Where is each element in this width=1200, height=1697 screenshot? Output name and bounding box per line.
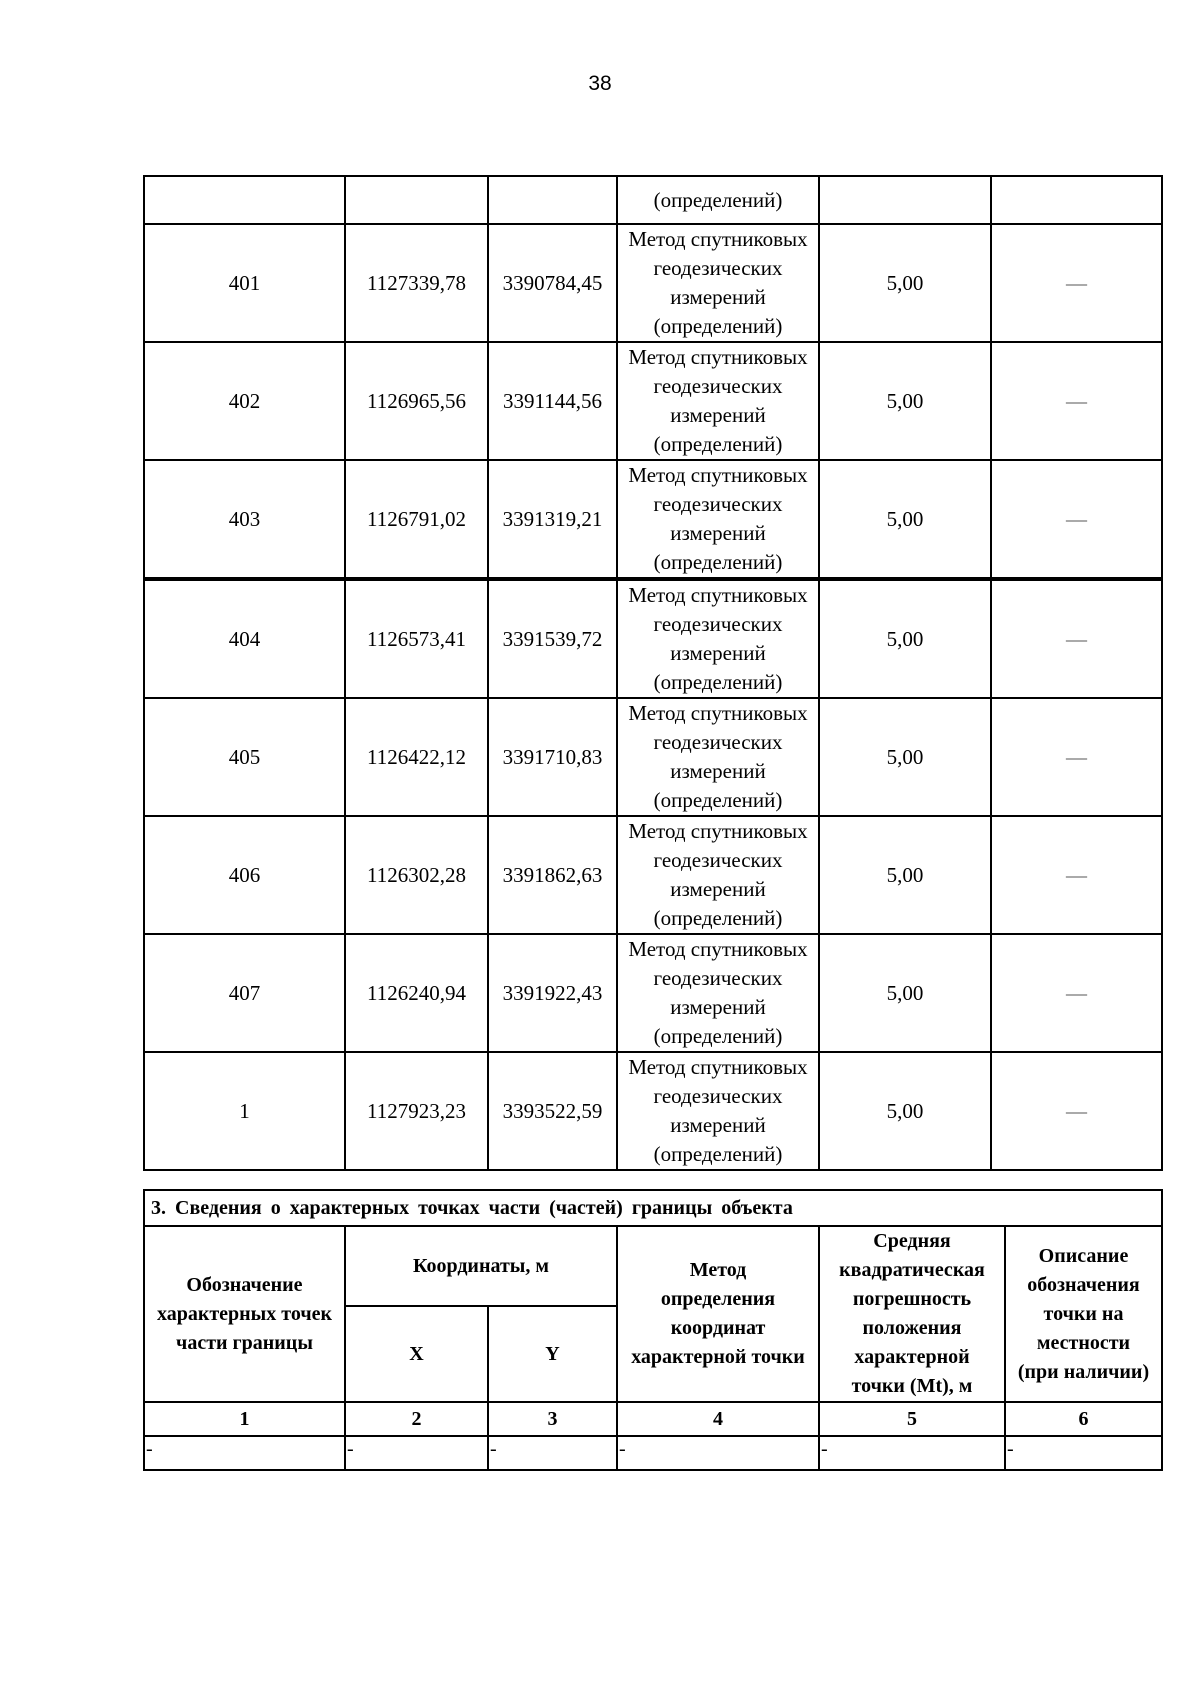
cell-point-id: 1	[144, 1052, 345, 1170]
header-error	[819, 1226, 1005, 1402]
method-line: Метод спутниковых	[628, 583, 808, 607]
cell-description: —	[991, 224, 1162, 342]
cell-method	[617, 934, 819, 1052]
method-line: (определений)	[653, 432, 783, 456]
header-line: точки на	[1043, 1302, 1124, 1325]
column-numbers-row	[144, 1402, 1162, 1436]
table-row	[144, 224, 1162, 342]
method-line: измерений	[670, 403, 766, 427]
method-line: (определений)	[653, 670, 783, 694]
method-line: (определений)	[653, 906, 783, 930]
method-line: измерений	[670, 285, 766, 309]
header-designation	[144, 1226, 345, 1402]
method-line: измерений	[670, 759, 766, 783]
cell-error: 5,00	[819, 460, 991, 579]
cell-method	[617, 224, 819, 342]
method-line: геодезических	[653, 374, 783, 398]
cell-error: 5,00	[819, 698, 991, 816]
cell-point-id: 404	[144, 579, 345, 698]
method-line: геодезических	[653, 492, 783, 516]
cell-method	[617, 1052, 819, 1170]
header-line: положения	[862, 1317, 962, 1339]
cell-error: 5,00	[819, 816, 991, 934]
table-row	[144, 1052, 1162, 1170]
cell-y: 3391319,21	[488, 460, 617, 579]
column-number: 1	[144, 1402, 345, 1436]
cell-description: —	[991, 1052, 1162, 1170]
cell-x: 1126573,41	[345, 579, 488, 698]
method-line: Метод спутниковых	[628, 701, 808, 725]
method-line: Метод спутниковых	[628, 1055, 808, 1079]
table-row	[144, 460, 1162, 579]
cell-y: 3391144,56	[488, 342, 617, 460]
method-line: Метод спутниковых	[628, 227, 808, 251]
cell-empty	[991, 176, 1162, 224]
empty-cell: -	[144, 1436, 345, 1470]
empty-data-row	[144, 1436, 1162, 1470]
method-line: геодезических	[653, 1084, 783, 1108]
cell-error: 5,00	[819, 224, 991, 342]
header-line: местности	[1036, 1331, 1131, 1354]
header-line: (при наличии)	[1017, 1360, 1150, 1383]
cell-description: —	[991, 698, 1162, 816]
header-line: квадратическая	[839, 1259, 985, 1281]
method-line: измерений	[670, 877, 766, 901]
cell-y: 3391539,72	[488, 579, 617, 698]
cell-empty	[345, 176, 488, 224]
cell-x: 1126965,56	[345, 342, 488, 460]
cell-y: 3393522,59	[488, 1052, 617, 1170]
cell-empty	[144, 176, 345, 224]
column-number: 6	[1005, 1402, 1162, 1436]
header-line: характерных точек	[156, 1302, 333, 1325]
header-coordinates: Координаты, м	[345, 1226, 617, 1306]
cell-x: 1126422,12	[345, 698, 488, 816]
cell-x: 1127339,78	[345, 224, 488, 342]
method-line: геодезических	[653, 966, 783, 990]
cell-y: 3391922,43	[488, 934, 617, 1052]
column-number: 4	[617, 1402, 819, 1436]
method-line: геодезических	[653, 848, 783, 872]
method-line: Метод спутниковых	[628, 345, 808, 369]
header-line: части границы	[176, 1331, 313, 1354]
header-row	[144, 1226, 1162, 1306]
cell-description: —	[991, 934, 1162, 1052]
method-line: измерений	[670, 521, 766, 545]
method-line: (определений)	[653, 314, 783, 338]
header-line: обозначения	[1027, 1273, 1140, 1296]
cell-method	[617, 342, 819, 460]
cell-point-id: 401	[144, 224, 345, 342]
method-line: (определений)	[653, 788, 783, 812]
header-line: характерной точки	[631, 1346, 805, 1368]
method-line: (определений)	[653, 1142, 783, 1166]
page-number: 38	[588, 72, 612, 95]
cell-x: 1127923,23	[345, 1052, 488, 1170]
cell-point-id: 407	[144, 934, 345, 1052]
table-row	[144, 698, 1162, 816]
table-row	[144, 934, 1162, 1052]
table-row	[144, 816, 1162, 934]
method-line: измерений	[670, 1113, 766, 1137]
method-line: (определений)	[653, 550, 783, 574]
cell-point-id: 406	[144, 816, 345, 934]
table-row	[144, 342, 1162, 460]
continuation-row	[144, 176, 1162, 224]
cell-method: (определений)	[617, 176, 819, 224]
method-line: геодезических	[653, 730, 783, 754]
method-line: (определений)	[653, 1024, 783, 1048]
cell-description: —	[991, 460, 1162, 579]
cell-empty	[488, 176, 617, 224]
cell-method	[617, 698, 819, 816]
part-boundary-table	[143, 1189, 1163, 1471]
method-line: измерений	[670, 995, 766, 1019]
header-line: координат	[670, 1317, 766, 1339]
header-line: точки (Mt), м	[851, 1375, 973, 1397]
cell-method	[617, 816, 819, 934]
cell-point-id: 403	[144, 460, 345, 579]
cell-y: 3390784,45	[488, 224, 617, 342]
cell-description: —	[991, 342, 1162, 460]
cell-x: 1126302,28	[345, 816, 488, 934]
cell-y: 3391710,83	[488, 698, 617, 816]
empty-cell: -	[819, 1436, 1005, 1470]
section-title-row	[144, 1190, 1162, 1226]
column-number: 5	[819, 1402, 1005, 1436]
header-description	[1005, 1226, 1162, 1402]
cell-point-id: 405	[144, 698, 345, 816]
cell-empty	[819, 176, 991, 224]
cell-error: 5,00	[819, 934, 991, 1052]
header-line: характерной	[854, 1346, 970, 1368]
coordinates-table	[143, 175, 1163, 1171]
header-line: Обозначение	[186, 1273, 303, 1296]
cell-description: —	[991, 579, 1162, 698]
empty-cell: -	[617, 1436, 819, 1470]
cell-method	[617, 460, 819, 579]
header-method	[617, 1226, 819, 1402]
header-line: погрешность	[852, 1288, 972, 1310]
cell-description: —	[991, 816, 1162, 934]
header-y: Y	[488, 1306, 617, 1402]
header-line: Средняя	[873, 1230, 951, 1252]
column-number: 2	[345, 1402, 488, 1436]
method-line: Метод спутниковых	[628, 463, 808, 487]
method-line: измерений	[670, 641, 766, 665]
method-line: геодезических	[653, 256, 783, 280]
cell-x: 1126240,94	[345, 934, 488, 1052]
empty-cell: -	[345, 1436, 488, 1470]
empty-cell: -	[1005, 1436, 1162, 1470]
header-line: Метод	[689, 1259, 747, 1281]
header-line: определения	[660, 1288, 776, 1310]
header-x: X	[345, 1306, 488, 1402]
header-line: Описание	[1038, 1244, 1129, 1267]
method-line: Метод спутниковых	[628, 937, 808, 961]
table-row	[144, 579, 1162, 698]
cell-y: 3391862,63	[488, 816, 617, 934]
method-line: геодезических	[653, 612, 783, 636]
cell-error: 5,00	[819, 1052, 991, 1170]
section-title: 3. Сведения о характерных точках части (частей) границы объекта	[144, 1190, 1162, 1226]
cell-error: 5,00	[819, 342, 991, 460]
method-line: Метод спутниковых	[628, 819, 808, 843]
empty-cell: -	[488, 1436, 617, 1470]
cell-method	[617, 579, 819, 698]
cell-x: 1126791,02	[345, 460, 488, 579]
cell-error: 5,00	[819, 579, 991, 698]
cell-point-id: 402	[144, 342, 345, 460]
column-number: 3	[488, 1402, 617, 1436]
